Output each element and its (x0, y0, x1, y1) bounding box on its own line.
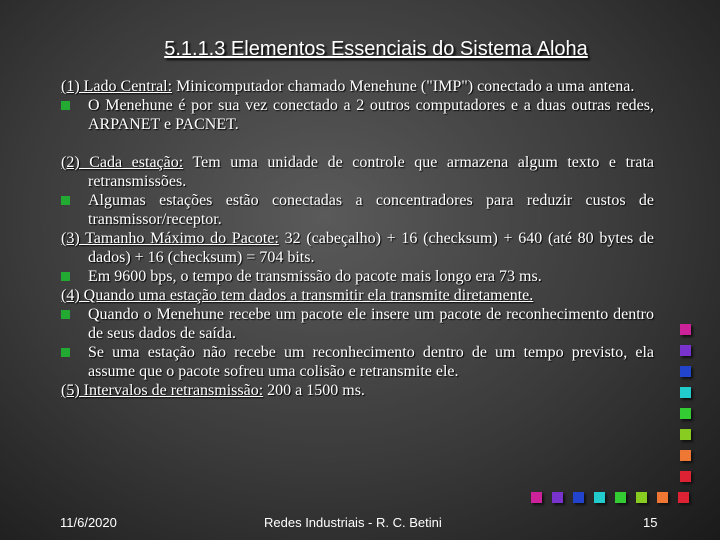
decorative-square-icon (680, 450, 691, 461)
bullet-square-icon (61, 310, 70, 319)
section-1-text: Minicomputador chamado Menehune ("IMP") conectado a uma antena. (172, 78, 635, 95)
decorative-square-icon (680, 324, 691, 335)
bullet-square-icon (61, 348, 70, 357)
section-3-paragraph (61, 229, 654, 267)
decorative-square-icon (680, 366, 691, 377)
footer-date: 11/6/2020 (60, 515, 117, 530)
bullet-text: Em 9600 bps, o tempo de transmissão do pacote mais longo era 73 ms. (88, 268, 542, 285)
decorative-square-icon (573, 492, 584, 503)
decorative-square-icon (594, 492, 605, 503)
bullet-item (61, 305, 654, 343)
decorative-square-icon (680, 429, 691, 440)
section-1-label: (1) Lado Central: (61, 78, 173, 95)
footer-title: Redes Industriais - R. C. Betini (264, 515, 442, 530)
bullet-square-icon (61, 101, 70, 110)
section-2-label: (2) Cada estação: (61, 154, 184, 171)
bullet-item (61, 267, 654, 286)
slide-body (61, 77, 654, 400)
decorative-square-icon (657, 492, 668, 503)
slide-title: 5.1.1.3 Elementos Essenciais do Sistema Aloha (164, 38, 588, 60)
bullet-item (61, 191, 654, 229)
section-4-paragraph (61, 286, 654, 305)
bullet-text: Se uma estação não recebe um reconhecimento dentro de um tempo previsto, ela assume que o pacote sofreu uma colisão e retransmite ele. (88, 344, 654, 380)
decorative-square-icon (680, 471, 691, 482)
section-5-text: 200 a 1500 ms. (263, 382, 365, 399)
decorative-square-icon (678, 492, 689, 503)
bullet-item (61, 96, 654, 134)
decorative-square-icon (531, 492, 542, 503)
decorative-square-icon (615, 492, 626, 503)
section-5-label: (5) Intervalos de retransmissão: (61, 382, 264, 399)
section-3-label: (3) Tamanho Máximo do Pacote: (61, 230, 279, 247)
section-5-paragraph (61, 381, 654, 400)
decorative-square-icon (680, 408, 691, 419)
bullet-text: Quando o Menehune recebe um pacote ele insere um pacote de reconhecimento dentro de seus dados de saída. (88, 306, 654, 342)
decorative-square-icon (680, 345, 691, 356)
decorative-square-icon (680, 387, 691, 398)
bullet-square-icon (61, 196, 70, 205)
bullet-text: O Menehune é por sua vez conectado a 2 outros computadores e a duas outras redes, ARPANET e PACNET. (88, 97, 654, 133)
bullet-square-icon (61, 272, 70, 281)
decorative-square-icon (552, 492, 563, 503)
section-1-paragraph (61, 77, 654, 96)
section-4-label: (4) Quando uma estação tem dados a transmitir ela transmite diretamente. (61, 287, 534, 304)
bullet-item (61, 343, 654, 381)
decorative-square-icon (636, 492, 647, 503)
section-3-text: 32 (cabeçalho) + 16 (checksum) + 640 (até 80 bytes de dados) + 16 (checksum) = 704 bits. (88, 230, 655, 266)
slide-number: 15 (643, 515, 658, 530)
section-2-text: Tem uma unidade de controle que armazena algum texto e trata retransmissões. (88, 154, 654, 190)
bullet-text: Algumas estações estão conectadas a concentradores para reduzir custos de transmissor/receptor. (88, 192, 654, 228)
section-2-paragraph (61, 153, 654, 191)
